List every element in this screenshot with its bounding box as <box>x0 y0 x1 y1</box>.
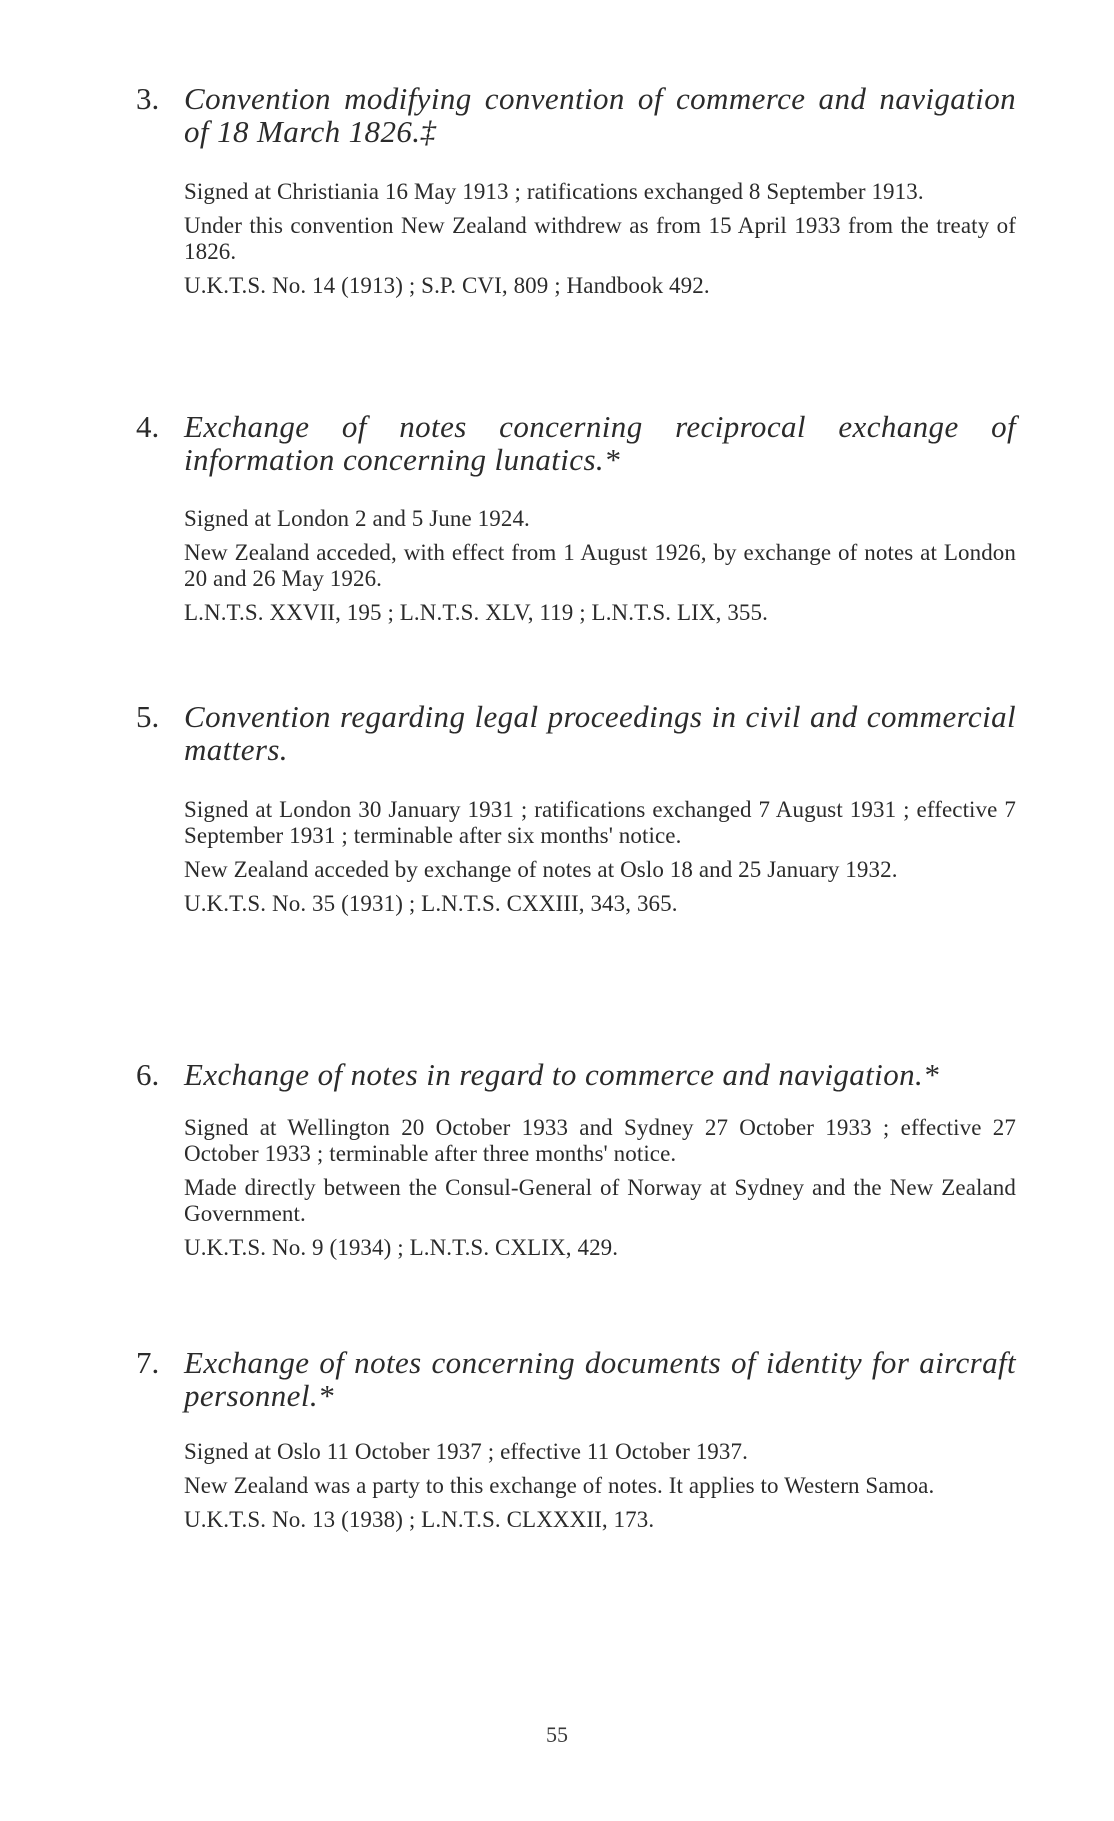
entry-paragraph: Signed at Oslo 11 October 1937 ; effective 11 October 1937. <box>184 1439 748 1464</box>
entry-paragraph: Signed at London 30 January 1931 ; ratifications exchanged 7 August 1931 ; effective 7 September 1931 ; terminable after six months' notice. <box>184 797 1016 848</box>
entry-body <box>184 1115 1016 1261</box>
entry-title: Exchange of notes concerning documents of identity for aircraft personnel.* <box>184 1345 1016 1413</box>
entry-heading <box>136 410 1016 476</box>
treaty-entry-3 <box>136 82 1016 299</box>
entry-body <box>184 506 1016 626</box>
entry-body <box>184 1439 1016 1533</box>
entry-number: 6. <box>136 1057 160 1092</box>
entry-number: 3. <box>136 81 160 116</box>
treaty-entry-4 <box>136 410 1016 626</box>
entry-references: U.K.T.S. No. 14 (1913) ; S.P. CVI, 809 ; Handbook 492. <box>184 273 710 298</box>
entry-references: U.K.T.S. No. 13 (1938) ; L.N.T.S. CLXXXII, 173. <box>184 1507 655 1532</box>
entry-title: Exchange of notes concerning reciprocal exchange of information concerning lunatics.* <box>184 409 1016 477</box>
entry-title: Convention regarding legal proceedings in civil and commercial matters. <box>184 699 1016 767</box>
entry-paragraph: Signed at London 2 and 5 June 1924. <box>184 506 530 531</box>
entry-references: U.K.T.S. No. 9 (1934) ; L.N.T.S. CXLIX, 429. <box>184 1235 619 1260</box>
entry-body <box>184 797 1016 917</box>
entry-number: 7. <box>136 1345 160 1380</box>
entry-paragraph: Signed at Christiania 16 May 1913 ; ratifications exchanged 8 September 1913. <box>184 179 924 204</box>
entry-paragraph: Signed at Wellington 20 October 1933 and Sydney 27 October 1933 ; effective 27 October 1933 ; terminable after three months' notice. <box>184 1115 1016 1166</box>
entry-paragraph: New Zealand acceded, with effect from 1 August 1926, by exchange of notes at London 20 and 26 May 1926. <box>184 540 1016 591</box>
entry-number: 4. <box>136 409 160 444</box>
entry-heading <box>136 700 1016 766</box>
entry-heading <box>136 1346 1016 1412</box>
treaty-entry-7 <box>136 1346 1016 1533</box>
treaty-entry-6 <box>136 1058 1016 1261</box>
entry-paragraph: Made directly between the Consul-General of Norway at Sydney and the New Zealand Government. <box>184 1175 1016 1226</box>
entry-paragraph: New Zealand acceded by exchange of notes at Oslo 18 and 25 January 1932. <box>184 857 898 882</box>
entry-references: U.K.T.S. No. 35 (1931) ; L.N.T.S. CXXIII, 343, 365. <box>184 891 678 916</box>
entry-number: 5. <box>136 699 160 734</box>
entry-title: Convention modifying convention of commerce and navigation of 18 March 1826.‡ <box>184 81 1016 149</box>
treaty-entry-5 <box>136 700 1016 917</box>
entry-body <box>184 179 1016 299</box>
entry-heading <box>136 82 1016 148</box>
entry-references: L.N.T.S. XXVII, 195 ; L.N.T.S. XLV, 119 ; L.N.T.S. LIX, 355. <box>184 600 768 625</box>
page-number: 55 <box>546 1722 568 1747</box>
entry-paragraph: New Zealand was a party to this exchange of notes. It applies to Western Samoa. <box>184 1473 935 1498</box>
entry-paragraph: Under this convention New Zealand withdrew as from 15 April 1933 from the treaty of 1826. <box>184 213 1016 264</box>
entry-heading <box>136 1058 1016 1091</box>
entry-title: Exchange of notes in regard to commerce and navigation.* <box>184 1057 940 1092</box>
